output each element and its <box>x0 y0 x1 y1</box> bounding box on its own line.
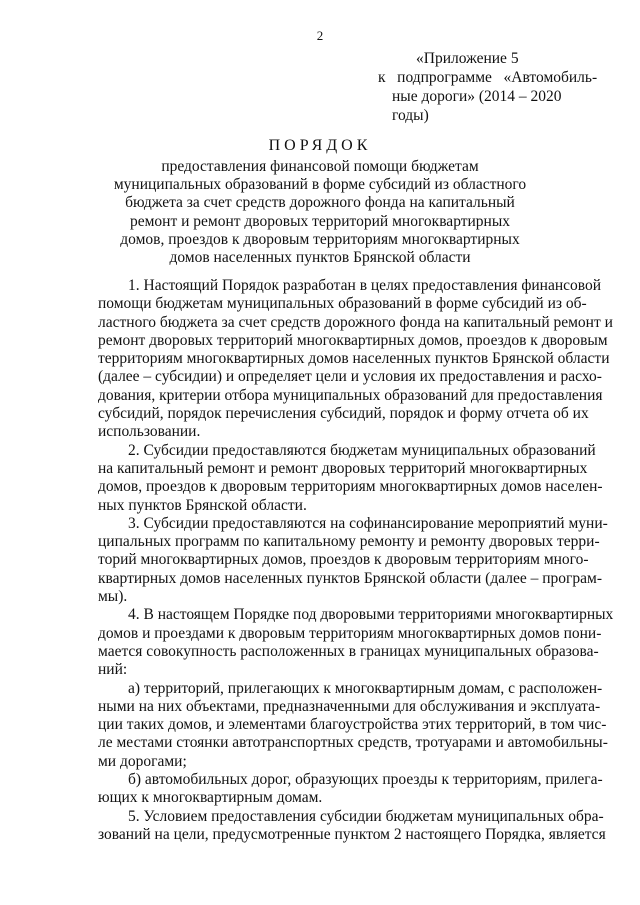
body-line: (далее – субсидии) и определяет цели и условия их предоставления и расхо- <box>98 368 602 386</box>
body-line: квартирных домов населенных пунктов Брянской области (далее – програм- <box>98 569 602 587</box>
body-line: а) территорий, прилегающих к многоквартирным домам, с расположен- <box>128 679 603 697</box>
appendix-line: «Приложение 5 <box>416 50 519 67</box>
body-line: мается совокупность расположенных в границах муниципальных образова- <box>98 642 599 660</box>
body-line: домов и проездами к дворовым территориям многоквартирных домов пони- <box>98 624 602 642</box>
body-line: 5. Условием предоставления субсидии бюджетам муниципальных обра- <box>128 807 604 825</box>
body-line: дования, критерии отбора муниципальных образований для предоставления <box>98 386 603 404</box>
body-line: на капитальный ремонт и ремонт дворовых территорий многоквартирных <box>98 459 588 477</box>
body-line: 2. Субсидии предоставляются бюджетам муниципальных образований <box>128 441 596 459</box>
document-subtitle <box>0 158 640 267</box>
body-line: ными на них объектами, предназначенными для обслуживания и эксплуата- <box>98 697 601 715</box>
page-number: 2 <box>316 28 324 43</box>
subtitle-line: домов населенных пунктов Брянской области <box>169 249 471 267</box>
body-line: ремонт дворовых территорий многоквартирных домов, проездов к дворовым <box>98 331 608 349</box>
subtitle-line: муниципальных образований в форме субсидий из областного <box>113 176 527 194</box>
body-line: ле местами стоянки автотранспортных средств, тротуарами и автомобильны- <box>98 734 608 752</box>
body-line: территориям многоквартирных домов населенных пунктов Брянской области <box>98 350 610 368</box>
body-line: торий многоквартирных домов, проездов к дворовым территориям много- <box>98 551 589 569</box>
appendix-line: ные дороги» (2014 – 2020 годы) <box>392 88 562 124</box>
document-title: ПОРЯДОК <box>268 137 372 154</box>
body-line: субсидий, порядок перечисления субсидий, порядок и форму отчета об их <box>98 405 589 423</box>
body-line: использовании. <box>98 423 201 441</box>
appendix-line: к подпрограмме «Автомобиль- <box>378 69 598 86</box>
body-line: 1. Настоящий Порядок разработан в целях предоставления финансовой <box>128 277 602 294</box>
subtitle-line: домов, проездов к дворовым территориям многоквартирных <box>120 230 520 248</box>
appendix-reference <box>378 49 598 125</box>
body-line: ципальных программ по капитальному ремонту и ремонту дворовых терри- <box>98 533 600 551</box>
body-line: 4. В настоящем Порядке под дворовыми территориями многоквартирных <box>128 606 614 624</box>
document-body <box>98 277 614 844</box>
subtitle-line: ремонт и ремонт дворовых территорий многоквартирных <box>129 212 511 230</box>
body-line: зований на цели, предусмотренные пунктом 2 настоящего Порядка, является <box>98 825 606 843</box>
body-line: ми дорогами; <box>98 752 187 770</box>
body-line: ции таких домов, и элементами благоустройства этих территорий, в том чис- <box>98 716 607 734</box>
body-line: домов, проездов к дворовым территориям многоквартирных домов населен- <box>98 478 603 496</box>
subtitle-line: предоставления финансовой помощи бюджетам <box>161 158 479 175</box>
body-line: мы). <box>98 588 128 606</box>
body-line: ных пунктов Брянской области. <box>98 496 307 514</box>
body-line: ющих к многоквартирным домам. <box>98 789 323 807</box>
body-line: 3. Субсидии предоставляются на софинансирование мероприятий муни- <box>128 514 608 532</box>
body-line: помощи бюджетам муниципальных образований в форме субсидий из об- <box>98 295 587 313</box>
body-line: б) автомобильных дорог, образующих проезды к территориям, прилега- <box>128 771 603 789</box>
subtitle-line: бюджета за счет средств дорожного фонда на капитальный <box>125 194 515 212</box>
body-line: ний: <box>98 661 128 679</box>
body-line: ластного бюджета за счет средств дорожного фонда на капитальный ремонт и <box>98 313 613 331</box>
